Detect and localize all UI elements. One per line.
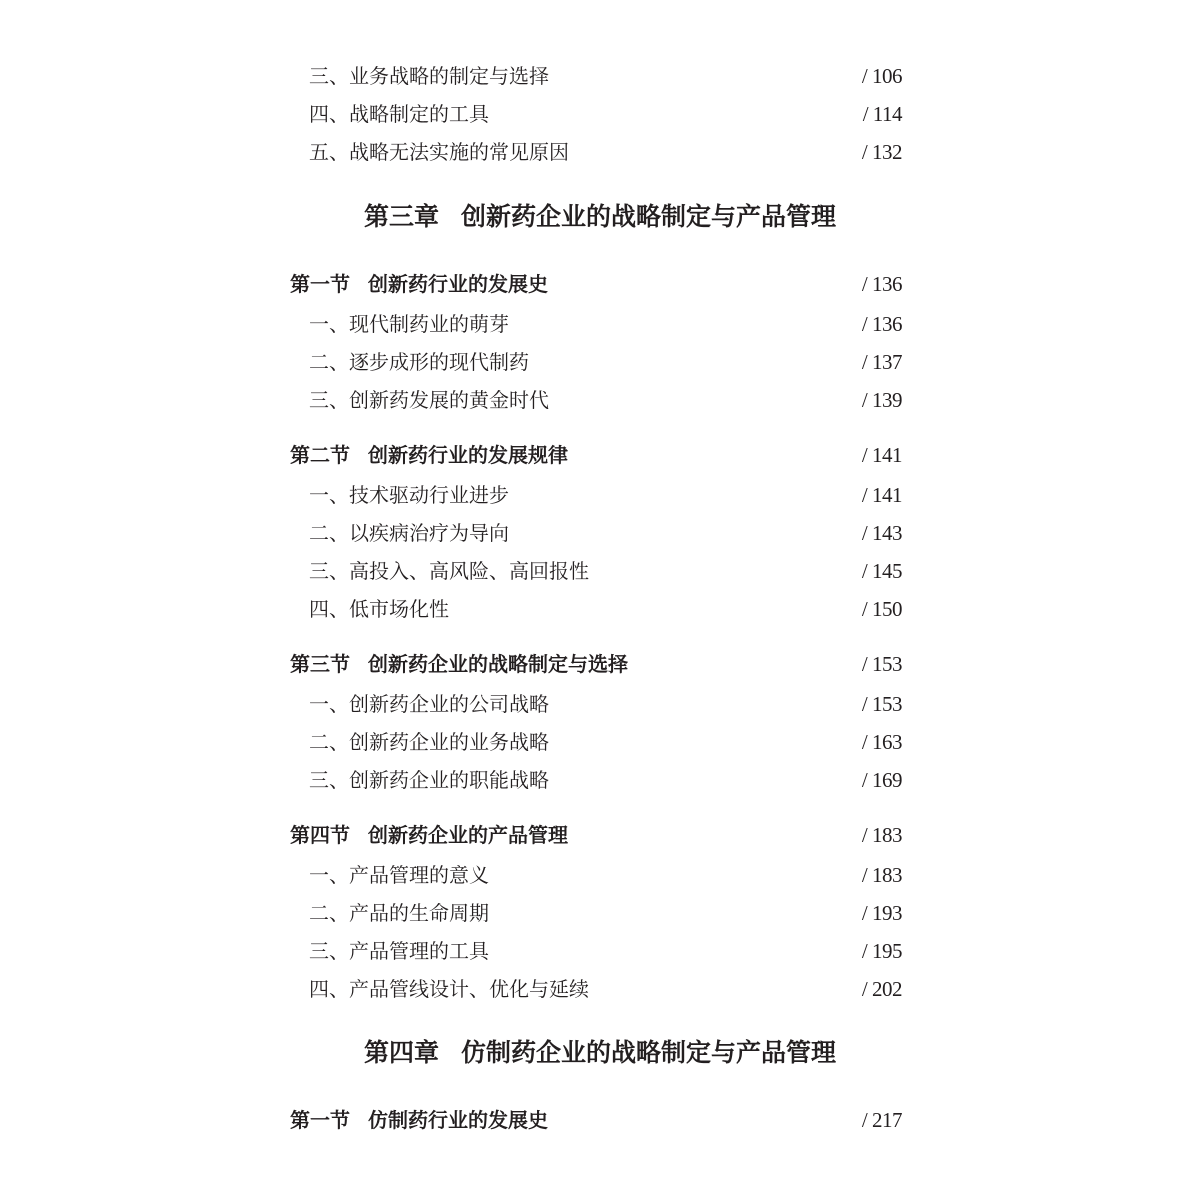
section-title: 创新药企业的战略制定与选择 xyxy=(368,652,628,676)
toc-item[interactable] xyxy=(290,99,902,129)
toc-item-label: 三、创新药企业的职能战略 xyxy=(309,768,549,792)
section-title: 创新药行业的发展规律 xyxy=(368,443,568,467)
toc-item-label: 三、产品管理的工具 xyxy=(309,939,489,963)
toc-item-label: 一、产品管理的意义 xyxy=(309,863,489,887)
toc-page-number: / 139 xyxy=(861,388,902,412)
toc-item-label: 二、以疾病治疗为导向 xyxy=(309,521,509,545)
toc-item[interactable] xyxy=(290,480,902,510)
toc-item-label: 四、产品管线设计、优化与延续 xyxy=(309,977,589,1001)
toc-item[interactable] xyxy=(290,727,902,757)
toc-page-number: / 217 xyxy=(861,1108,902,1132)
toc-page-number: / 193 xyxy=(861,901,902,925)
toc-section[interactable] xyxy=(290,1105,902,1135)
toc-section[interactable] xyxy=(290,820,902,850)
toc-item[interactable] xyxy=(290,61,902,91)
toc-page-number: / 143 xyxy=(861,521,902,545)
toc-item-label: 二、产品的生命周期 xyxy=(309,901,489,925)
toc-item[interactable] xyxy=(290,594,902,624)
toc-page-number: / 145 xyxy=(861,559,902,583)
toc-item[interactable] xyxy=(290,898,902,928)
chapter-title: 创新药企业的战略制定与产品管理 xyxy=(461,202,837,231)
toc-item[interactable] xyxy=(290,974,902,1004)
toc-page-number: / 141 xyxy=(861,483,902,507)
toc-item-label: 四、战略制定的工具 xyxy=(309,102,489,126)
toc-item-label: 三、高投入、高风险、高回报性 xyxy=(309,559,589,583)
toc-item-label: 一、技术驱动行业进步 xyxy=(309,483,509,507)
section-number: 第一节 xyxy=(290,1108,350,1132)
toc-item-label: 一、创新药企业的公司战略 xyxy=(309,692,549,716)
chapter-number: 第三章 xyxy=(363,202,439,231)
toc-page-number: / 195 xyxy=(861,939,902,963)
toc-page-number: / 202 xyxy=(861,977,902,1001)
toc-item-label: 二、逐步成形的现代制药 xyxy=(309,350,529,374)
toc-item-label: 三、创新药发展的黄金时代 xyxy=(309,388,549,412)
section-number: 第二节 xyxy=(290,443,350,467)
chapter-heading[interactable] xyxy=(0,1035,1200,1071)
toc-item[interactable] xyxy=(290,860,902,890)
toc-page-number: / 150 xyxy=(861,597,902,621)
section-title: 创新药企业的产品管理 xyxy=(368,823,568,847)
toc-item[interactable] xyxy=(290,765,902,795)
toc-page-number: / 183 xyxy=(861,823,902,847)
toc-item[interactable] xyxy=(290,556,902,586)
toc-item-label: 一、现代制药业的萌芽 xyxy=(309,312,509,336)
toc-page-number: / 141 xyxy=(861,443,902,467)
toc-page-number: / 169 xyxy=(861,768,902,792)
toc-section[interactable] xyxy=(290,440,902,470)
toc-section[interactable] xyxy=(290,269,902,299)
toc-item[interactable] xyxy=(290,518,902,548)
toc-page-number: / 137 xyxy=(861,350,902,374)
chapter-number: 第四章 xyxy=(363,1038,439,1067)
toc-section[interactable] xyxy=(290,649,902,679)
toc-page-number: / 163 xyxy=(861,730,902,754)
chapter-heading[interactable] xyxy=(0,199,1200,235)
toc-page-number: / 114 xyxy=(862,102,902,126)
toc-page-number: / 183 xyxy=(861,863,902,887)
toc-page-number: / 106 xyxy=(861,64,902,88)
toc-item[interactable] xyxy=(290,385,902,415)
toc-page-number: / 153 xyxy=(861,692,902,716)
toc-item[interactable] xyxy=(290,936,902,966)
toc-page-number: / 132 xyxy=(861,140,902,164)
toc-item-label: 三、业务战略的制定与选择 xyxy=(309,64,549,88)
section-number: 第三节 xyxy=(290,652,350,676)
toc-item[interactable] xyxy=(290,689,902,719)
section-title: 创新药行业的发展史 xyxy=(368,272,548,296)
toc-item-label: 二、创新药企业的业务战略 xyxy=(309,730,549,754)
toc-page-number: / 136 xyxy=(861,312,902,336)
toc-item[interactable] xyxy=(290,309,902,339)
section-title: 仿制药行业的发展史 xyxy=(368,1108,548,1132)
toc-item[interactable] xyxy=(290,347,902,377)
toc-page-number: / 153 xyxy=(861,652,902,676)
chapter-title: 仿制药企业的战略制定与产品管理 xyxy=(461,1038,837,1067)
section-number: 第四节 xyxy=(290,823,350,847)
toc-item-label: 四、低市场化性 xyxy=(309,597,449,621)
toc-item[interactable] xyxy=(290,137,902,167)
toc-item-label: 五、战略无法实施的常见原因 xyxy=(309,140,569,164)
toc-page-number: / 136 xyxy=(861,272,902,296)
section-number: 第一节 xyxy=(290,272,350,296)
